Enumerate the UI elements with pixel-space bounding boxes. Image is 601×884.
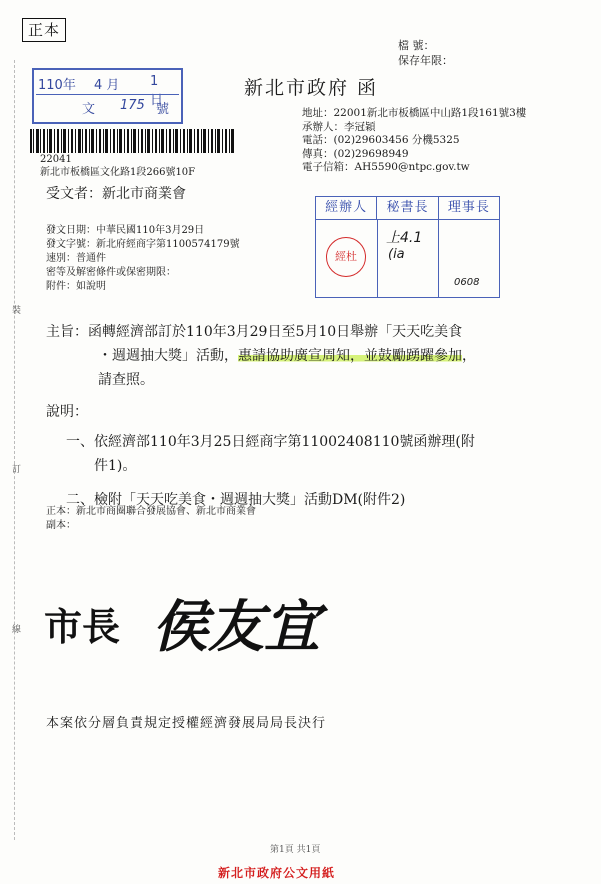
recipient-address xyxy=(40,153,195,179)
street-address: 新北市板橋區文化路1段266號10F xyxy=(40,167,196,178)
phone: 電話：(02)29603456 分機5325 xyxy=(302,134,460,146)
subject-line-2 xyxy=(46,344,566,368)
retention-label: 保存年限： xyxy=(398,54,453,67)
subject-highlight: 惠請協助廣宣周知，並鼓勵踴躍參加 xyxy=(238,348,462,364)
item2-text: 檢附「天天吃美食・週週抽大獎」活動DM(附件2) xyxy=(94,492,406,508)
margin-mark-ding: 訂 xyxy=(12,465,22,475)
secrecy: 密等及解密條件或保密期限： xyxy=(46,267,176,278)
officer: 承辦人：李冠穎 xyxy=(302,120,376,133)
receipt-wen: 文 xyxy=(82,102,96,117)
agency-address: 地址：22001新北市板橋區中山路1段161號3樓 xyxy=(302,107,527,119)
explain-label: 說明： xyxy=(46,404,88,420)
receipt-hao: 號 xyxy=(156,102,170,117)
binding-line xyxy=(14,60,15,840)
attachment: 附件：如說明 xyxy=(46,281,106,292)
item1-text-a: 依經濟部110年3月25日經商字第11002408110號函辦理(附 xyxy=(94,434,475,450)
handwritten-note-1: 上4.1 xyxy=(386,230,423,246)
original-recipients: 正本：新北市商圈聯合發展協會、新北市商業會 xyxy=(46,506,256,517)
issue-date: 發文日期：中華民國110年3月29日 xyxy=(46,225,205,236)
seal-text: 經杜 xyxy=(335,250,357,263)
file-number-label: 檔 號： xyxy=(398,39,435,52)
subject-line-1 xyxy=(46,320,566,344)
archive-info xyxy=(398,38,453,68)
handwritten-note-3: 0608 xyxy=(454,277,480,288)
item1-number: 一、 xyxy=(66,434,94,450)
approval-box xyxy=(315,196,500,298)
footer-paper-label: 新北市政府公文用紙 xyxy=(218,866,336,880)
subject-label: 主旨： xyxy=(46,324,88,340)
mayor-signature xyxy=(44,588,374,658)
seal-stamp xyxy=(326,237,366,277)
subject-line-3: 請查照。 xyxy=(98,372,154,388)
margin-mark-zhuang: 裝 xyxy=(12,306,22,316)
mayor-name: 侯友宜 xyxy=(152,594,320,658)
mayor-title: 市長 xyxy=(44,604,121,649)
recipient: 受文者：新北市商業會 xyxy=(46,186,186,202)
header-chairman: 理事長 xyxy=(438,197,499,219)
postal-code: 22041 xyxy=(40,154,72,165)
subject-text-1: 函轉經濟部訂於110年3月29日至5月10日舉辦「天天吃美食 xyxy=(88,324,463,340)
duplicate-recipients: 副本： xyxy=(46,520,76,531)
contact-info xyxy=(302,107,526,175)
issue-number: 發文字號：新北府經商字第1100574179號 xyxy=(46,239,240,250)
document-title: 新北市政府 函 xyxy=(244,77,379,99)
receipt-stamp xyxy=(32,68,183,124)
handwritten-note-2: (ia xyxy=(388,247,405,262)
copies-info xyxy=(46,505,256,533)
header-handler: 經辦人 xyxy=(325,200,368,215)
document-meta xyxy=(46,224,240,294)
subject-text-2a: ・週週抽大獎」活動， xyxy=(98,348,238,364)
delegation-note: 本案依分層負責規定授權經濟發展局局長決行 xyxy=(46,716,327,731)
speed: 速別：普通件 xyxy=(46,253,106,264)
receipt-day: 1 日 xyxy=(150,74,164,108)
page-number: 第1頁 共1頁 xyxy=(270,845,321,855)
margin-mark-xian: 線 xyxy=(12,625,22,635)
item2-number: 二、 xyxy=(66,492,94,508)
email: 電子信箱：AH5590@ntpc.gov.tw xyxy=(302,161,470,173)
subject-text-2b: ， xyxy=(462,348,476,364)
receipt-year: 110年 xyxy=(38,78,76,93)
receipt-month: 4 月 xyxy=(94,78,120,93)
original-copy-stamp: 正本 xyxy=(22,18,66,42)
receipt-number: 175 xyxy=(120,98,145,113)
explain-item-1-cont: 件1)。 xyxy=(94,458,137,474)
fax: 傳真：(02)29698949 xyxy=(302,147,409,160)
barcode-image xyxy=(30,129,235,153)
document-body xyxy=(46,320,566,512)
header-secretary: 秘書長 xyxy=(376,197,437,219)
explain-item-1 xyxy=(46,430,566,454)
